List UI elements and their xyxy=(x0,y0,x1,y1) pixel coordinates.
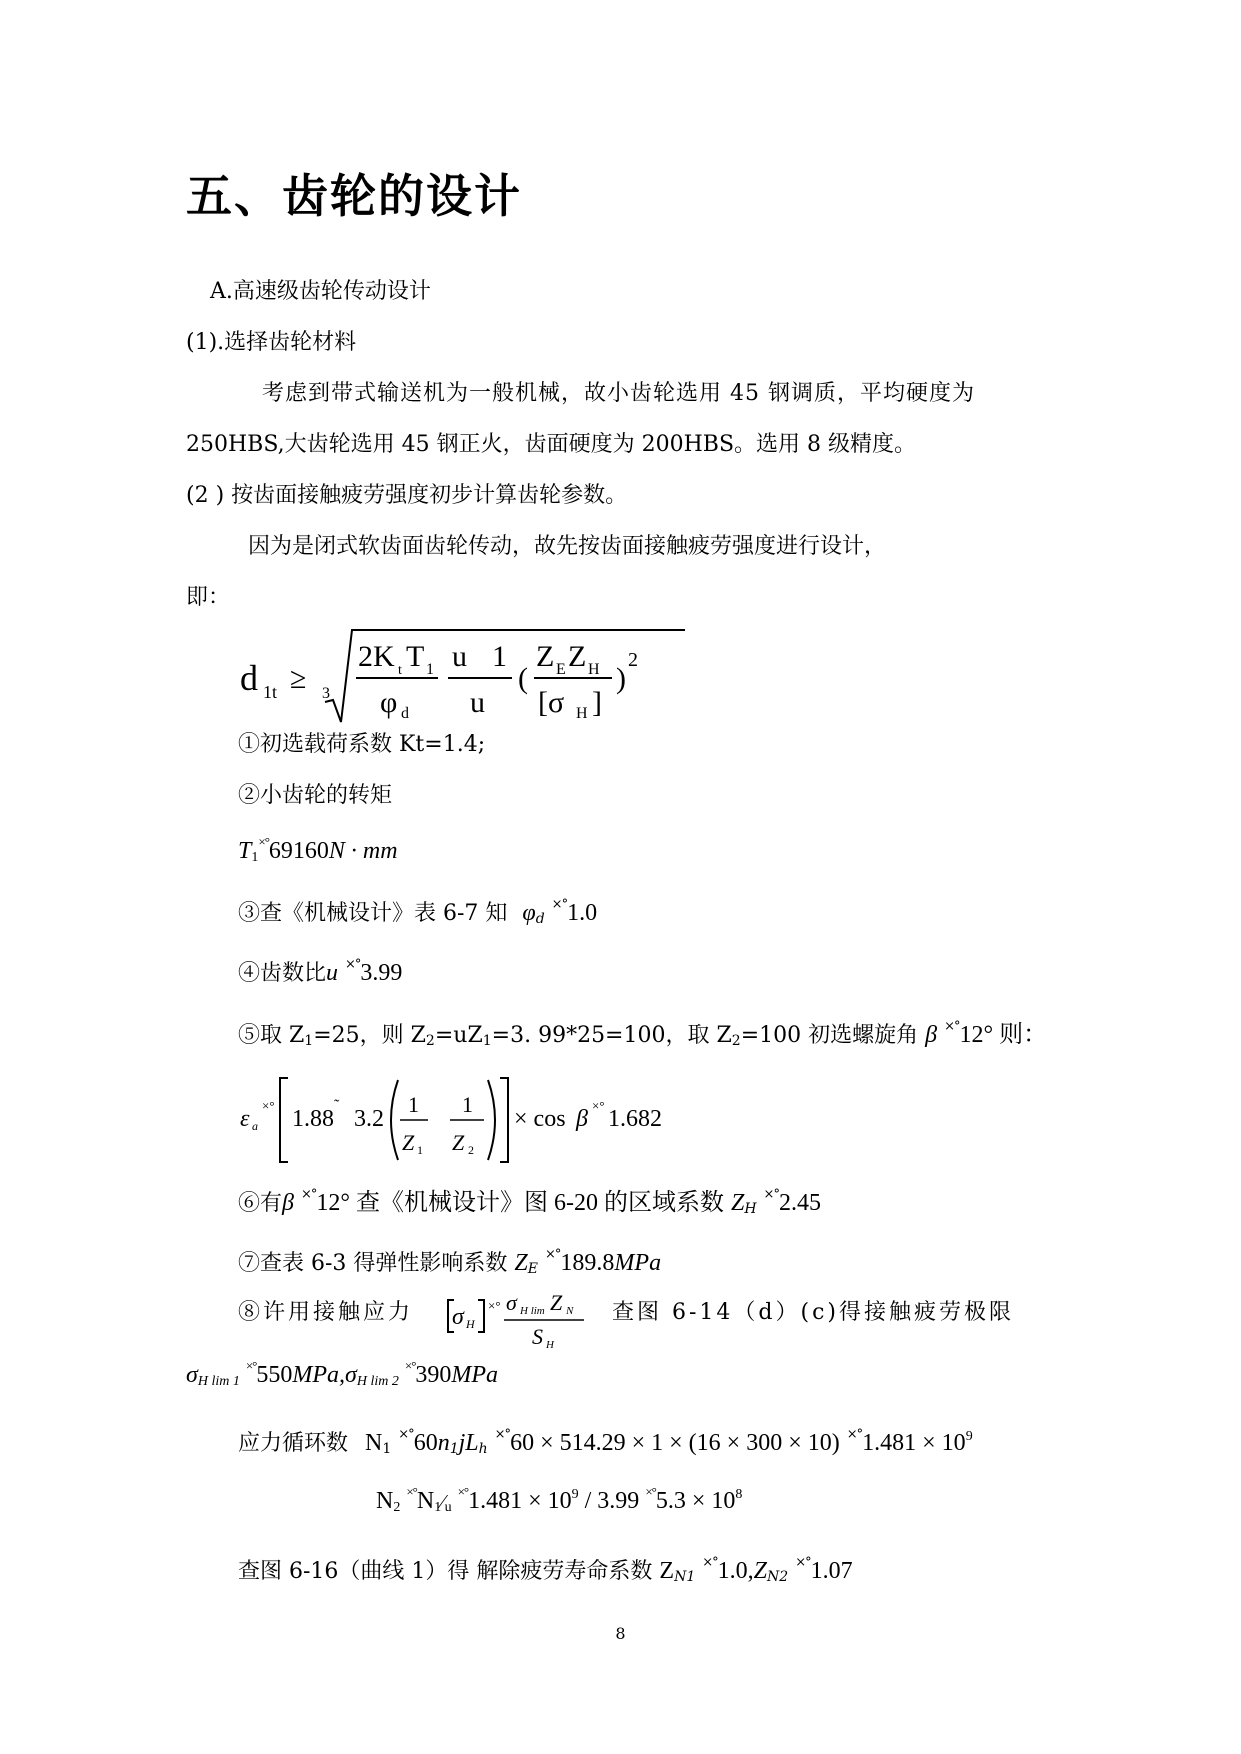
item-8-text: 查图 6-14（d）(c)得接触疲劳极限 xyxy=(612,1300,1014,1325)
den-s: S xyxy=(532,1324,543,1349)
zn2-value: 1.07 xyxy=(810,1558,853,1584)
eq-glyph: ×° xyxy=(300,1187,317,1202)
paragraph-design-line-2: 即： xyxy=(186,585,231,610)
s2-sub: H lim 2 xyxy=(356,1374,399,1389)
den3: [σ xyxy=(538,686,565,719)
eq-glyph-2: ×° xyxy=(592,1098,605,1113)
s2: σ xyxy=(345,1362,357,1388)
eps-z2: Z xyxy=(452,1130,465,1155)
sigma-sub: H xyxy=(466,1317,475,1331)
ze-symbol: Z xyxy=(514,1250,528,1276)
rbracket xyxy=(478,1300,484,1332)
num1b: T xyxy=(406,640,425,673)
v2: 390 xyxy=(415,1362,452,1388)
slash-u: u xyxy=(444,1500,452,1515)
den1-sub: d xyxy=(401,705,409,722)
n1-sub: 1 xyxy=(382,1441,392,1457)
item-5-c-sub: 1 xyxy=(482,1033,492,1049)
n2-e3: 5.3 × 10 xyxy=(655,1488,736,1514)
e3-exp: 9 xyxy=(965,1429,973,1444)
zn1-value: 1.0, xyxy=(717,1558,754,1584)
eps-one-b: 1 xyxy=(462,1092,473,1117)
page-number: 8 xyxy=(615,1624,626,1643)
eq-glyph-2: ×° xyxy=(795,1555,811,1570)
num-sigma: σ xyxy=(506,1290,517,1315)
eq-glyph: ×° xyxy=(551,897,568,912)
eq-glyph: ×° xyxy=(262,1098,275,1113)
item-5-b-sub: 2 xyxy=(425,1033,435,1049)
zn2: Z xyxy=(753,1558,768,1584)
eq-glyph: ×° xyxy=(944,1019,960,1034)
stress-cycles-n2: N2 ×°N1⁄u $^{\times^\circ}1.481 \times 10^9 / 3.99$ $^{\times^\circ}5.3 \times 10^8$ xyxy=(376,1484,743,1515)
zn1-sub: N1 xyxy=(674,1569,696,1585)
item-1-load-factor: ①初选载荷系数 Kt=1.4; xyxy=(238,732,486,757)
item-5-b: =25，则 Z xyxy=(313,1023,426,1048)
zn1: Z xyxy=(659,1558,675,1584)
den3b: ] xyxy=(592,686,602,719)
item-2-torque-label: ②小齿轮的转矩 xyxy=(238,783,393,808)
eq-glyph: ×° xyxy=(398,1427,414,1442)
eq-glyph: ×° xyxy=(258,834,269,849)
eps-sub: a xyxy=(252,1119,258,1133)
num-sigma-sub: H lim xyxy=(520,1305,545,1317)
n2-e1-exp: 9 xyxy=(571,1487,579,1502)
item-8-label: ⑧许用接触应力 xyxy=(238,1300,414,1325)
stress-cycles-n1 xyxy=(238,1420,973,1464)
den2: u xyxy=(470,686,485,719)
eq-glyph: ×° xyxy=(345,957,361,972)
n2-sub: 2 xyxy=(393,1500,401,1515)
num3-sub: E xyxy=(556,661,566,678)
left-paren xyxy=(391,1080,398,1160)
n1-sub: 1 xyxy=(434,1500,442,1515)
den3-sub: H xyxy=(576,705,588,722)
eps-c1-mark: ˜ xyxy=(334,1097,340,1114)
life-factor-line xyxy=(238,1548,853,1592)
item-5-f: 12° 则： xyxy=(959,1022,1048,1048)
rparen: ) xyxy=(616,662,626,695)
num1b-sub: 1 xyxy=(426,661,434,678)
formula-relation: ≥ xyxy=(290,662,307,695)
zn2-sub: N2 xyxy=(767,1569,789,1585)
item-7-elastic-factor xyxy=(238,1240,661,1284)
item-6-zone-factor xyxy=(238,1180,821,1224)
sigma-symbol: σ xyxy=(452,1304,464,1330)
item-5-e: =100 初选螺旋角 xyxy=(740,1023,919,1048)
contact-ratio-formula xyxy=(236,1070,696,1170)
item-5-d: =3. 99*25=100，取 Z xyxy=(491,1023,732,1048)
e1: 60 xyxy=(413,1430,438,1456)
eq-glyph: ×° xyxy=(545,1247,561,1262)
eq-glyph-2: ×° xyxy=(763,1187,779,1202)
n2: N xyxy=(376,1488,394,1514)
allowable-stress-formula xyxy=(444,1282,604,1352)
item-5-d-sub: 2 xyxy=(731,1033,741,1049)
n2-e1: 1.481 × 10 xyxy=(468,1488,572,1514)
formula-root-index: 3 xyxy=(322,685,330,702)
item-5-c: =uZ xyxy=(434,1023,483,1048)
eps-c1: 1.88 xyxy=(292,1106,334,1132)
den-s-sub: H xyxy=(546,1339,554,1351)
zh-value: 2.45 xyxy=(778,1190,821,1216)
phi-symbol: φ xyxy=(522,900,536,926)
v1: 550 xyxy=(256,1362,293,1388)
section-a-title: A.高速级齿轮传动设计 xyxy=(210,279,431,304)
cycles-label: 应力循环数 xyxy=(238,1431,349,1456)
paragraph-design-line-1: 因为是闭式软齿面齿轮传动，故先按齿面接触疲劳强度进行设计， xyxy=(248,534,887,559)
s1-sub: H lim 1 xyxy=(197,1374,240,1389)
u-symbol: u xyxy=(326,960,339,986)
n2-e3-exp: 8 xyxy=(735,1487,743,1502)
formula-exponent: 2 xyxy=(628,649,638,671)
eq-glyph-3: ×° xyxy=(846,1427,863,1442)
main-design-formula xyxy=(230,618,690,728)
left-bracket xyxy=(280,1078,288,1162)
num2: u xyxy=(452,640,467,673)
item-5-teeth xyxy=(238,1012,1047,1056)
page-title: 五、齿轮的设计 xyxy=(186,169,522,223)
contact-fatigue-limits xyxy=(186,1358,498,1390)
ze-unit: MPa xyxy=(614,1250,662,1276)
formula-lhs-sub: 1t xyxy=(263,682,278,702)
item-6-b: 12° 查《机械设计》图 6-20 的区域系数 xyxy=(316,1190,724,1216)
n: n xyxy=(437,1430,450,1456)
num-z-sub: N xyxy=(566,1305,574,1317)
zh-symbol: Z xyxy=(730,1190,745,1216)
eq-glyph: ×° xyxy=(406,1484,417,1499)
n1: N xyxy=(416,1488,435,1514)
eq-glyph: ×° xyxy=(702,1555,718,1570)
item-7-a: ⑦查表 6-3 得弹性影响系数 xyxy=(238,1251,508,1276)
e3: 1.481 × 10 xyxy=(862,1430,966,1456)
num1-sub: t xyxy=(398,663,402,678)
eps-z1-sub: 1 xyxy=(417,1143,423,1157)
num3b-sub: H xyxy=(588,661,600,678)
eq-glyph: ×° xyxy=(488,1298,501,1313)
t1-value: 69160 xyxy=(268,838,329,864)
n-sub: 1 xyxy=(449,1441,459,1457)
item-4-text: ④齿数比 xyxy=(238,961,327,986)
num-z: Z xyxy=(550,1290,563,1315)
eps-value: 1.682 xyxy=(608,1106,662,1132)
eq-glyph-2: ×° xyxy=(494,1427,511,1442)
item-3-width-factor xyxy=(238,890,597,934)
eps-z1: Z xyxy=(402,1130,415,1155)
life-a: 查图 6-16（曲线 1）得 解除疲劳寿命系数 xyxy=(238,1559,653,1584)
ze-value: 189.8 xyxy=(560,1250,615,1276)
torque-formula xyxy=(238,834,398,866)
beta-symbol: β xyxy=(282,1190,294,1216)
t1-unit: N · mm xyxy=(328,838,398,864)
beta-symbol: β xyxy=(925,1022,938,1048)
eq-glyph-2: ×° xyxy=(404,1358,416,1373)
item-4-gear-ratio xyxy=(238,950,402,989)
item-3-text: ③查《机械设计》表 6-7 知 xyxy=(238,901,508,926)
n1: N xyxy=(365,1430,383,1456)
paragraph-material-line-2: 250HBS,大齿轮选用 45 钢正火，齿面硬度为 200HBS。选用 8 级精度。 xyxy=(186,432,916,457)
eps-z2-sub: 2 xyxy=(468,1143,474,1157)
zh-sub: H xyxy=(744,1201,757,1217)
right-paren xyxy=(488,1080,495,1160)
num2b: 1 xyxy=(492,640,507,673)
num3: Z xyxy=(536,640,555,673)
num3b: Z xyxy=(568,640,587,673)
formula-lhs: d xyxy=(240,658,258,698)
eps-one-a: 1 xyxy=(408,1092,419,1117)
jl-sub: h xyxy=(478,1441,488,1457)
item-5-a: ⑤取 Z xyxy=(238,1023,305,1048)
eq-glyph-3: ×° xyxy=(645,1484,656,1499)
u1: MPa, xyxy=(292,1362,346,1388)
t1-symbol: T xyxy=(238,838,252,864)
eq-glyph-2: ×° xyxy=(457,1484,469,1499)
e2: 60 × 514.29 × 1 × (16 × 300 × 10) xyxy=(510,1430,840,1456)
lparen: ( xyxy=(518,662,528,695)
num1: 2K xyxy=(358,640,395,673)
s1: σ xyxy=(186,1362,198,1388)
right-bracket xyxy=(500,1078,508,1162)
u-value: 3.99 xyxy=(360,960,403,986)
t1-sub: 1 xyxy=(251,850,259,865)
eps-symbol: ε xyxy=(240,1106,250,1132)
den1: φ xyxy=(380,686,398,719)
ze-sub: E xyxy=(527,1261,539,1277)
step-1-title: (1).选择齿轮材料 xyxy=(186,330,357,355)
phi-value: 1.0 xyxy=(567,900,598,926)
eps-beta: β xyxy=(576,1106,588,1132)
paragraph-material-line-1: 考虑到带式输送机为一般机械，故小齿轮选用 45 钢调质，平均硬度为 xyxy=(262,381,975,406)
n2-e2: / 3.99 xyxy=(578,1488,640,1514)
step-2-title: (2 ) 按齿面接触疲劳强度初步计算齿轮参数。 xyxy=(186,483,628,508)
jl: jL xyxy=(458,1430,479,1456)
item-6-a: ⑥有 xyxy=(238,1191,283,1216)
eps-cos: × cos xyxy=(514,1106,566,1132)
eps-c2: 3.2 xyxy=(354,1106,384,1132)
eq-glyph: ×° xyxy=(245,1358,257,1373)
phi-sub: d xyxy=(535,911,545,927)
item-5-a-sub: 1 xyxy=(304,1033,314,1049)
u2: MPa xyxy=(451,1362,499,1388)
